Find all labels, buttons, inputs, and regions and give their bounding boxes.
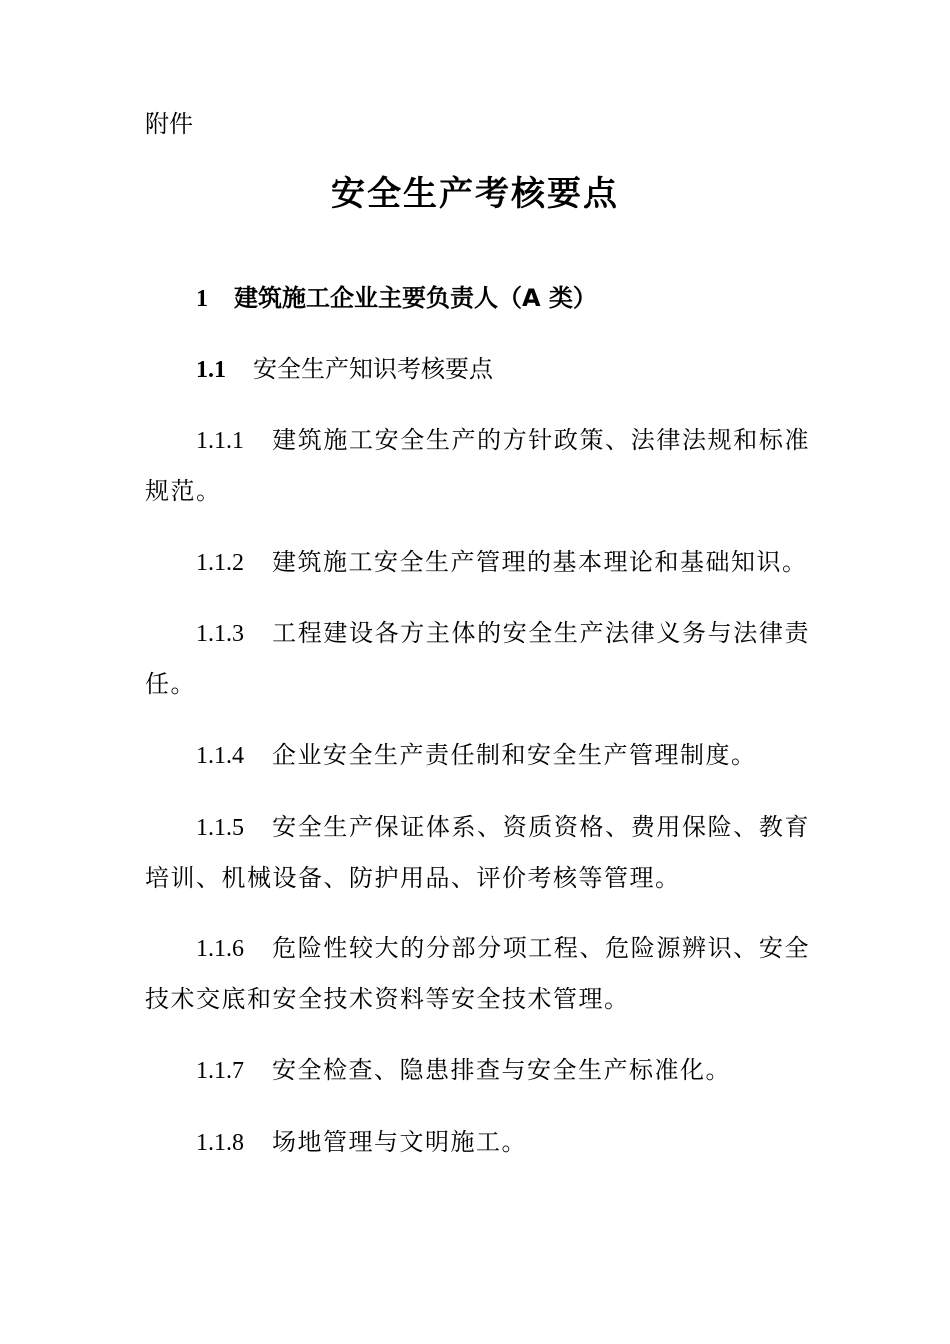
item-number: 1.1.1 [196,428,244,454]
item-text: 建筑施工安全生产的方针政策、法律法规和标准规范。 [145,426,810,505]
section-heading-text: 建筑施工企业主要负责人（A 类） [234,284,597,312]
list-item [145,1045,810,1096]
attachment-label: 附件 [145,110,193,138]
item-text: 企业安全生产责任制和安全生产管理制度。 [272,741,757,769]
list-item [145,415,810,516]
list-item [145,802,810,903]
item-text: 危险性较大的分部分项工程、危险源辨识、安全技术交底和安全技术资料等安全技术管理。 [145,934,810,1013]
list-item [145,730,810,781]
item-number: 1.1.4 [196,743,244,769]
subsection-heading [196,349,493,390]
subsection-heading-text: 安全生产知识考核要点 [253,355,493,383]
list-item [145,923,810,1024]
section-number: 1 [196,286,208,312]
item-number: 1.1.2 [196,550,244,576]
list-item [145,608,810,709]
subsection-number: 1.1 [196,357,226,383]
item-text: 安全检查、隐患排查与安全生产标准化。 [272,1056,731,1084]
item-text: 安全生产保证体系、资质资格、费用保险、教育培训、机械设备、防护用品、评价考核等管理。 [145,813,810,892]
list-item [145,537,810,588]
item-number: 1.1.7 [196,1058,244,1084]
item-text: 建筑施工安全生产管理的基本理论和基础知识。 [272,548,808,576]
item-text: 工程建设各方主体的安全生产法律义务与法律责任。 [145,619,810,698]
item-number: 1.1.6 [196,936,244,962]
list-item [145,1117,810,1168]
document-title: 安全生产考核要点 [331,174,619,214]
item-number: 1.1.8 [196,1130,244,1156]
item-text: 场地管理与文明施工。 [272,1128,527,1156]
section-heading [196,278,597,319]
item-number: 1.1.5 [196,815,244,841]
item-number: 1.1.3 [196,621,244,647]
